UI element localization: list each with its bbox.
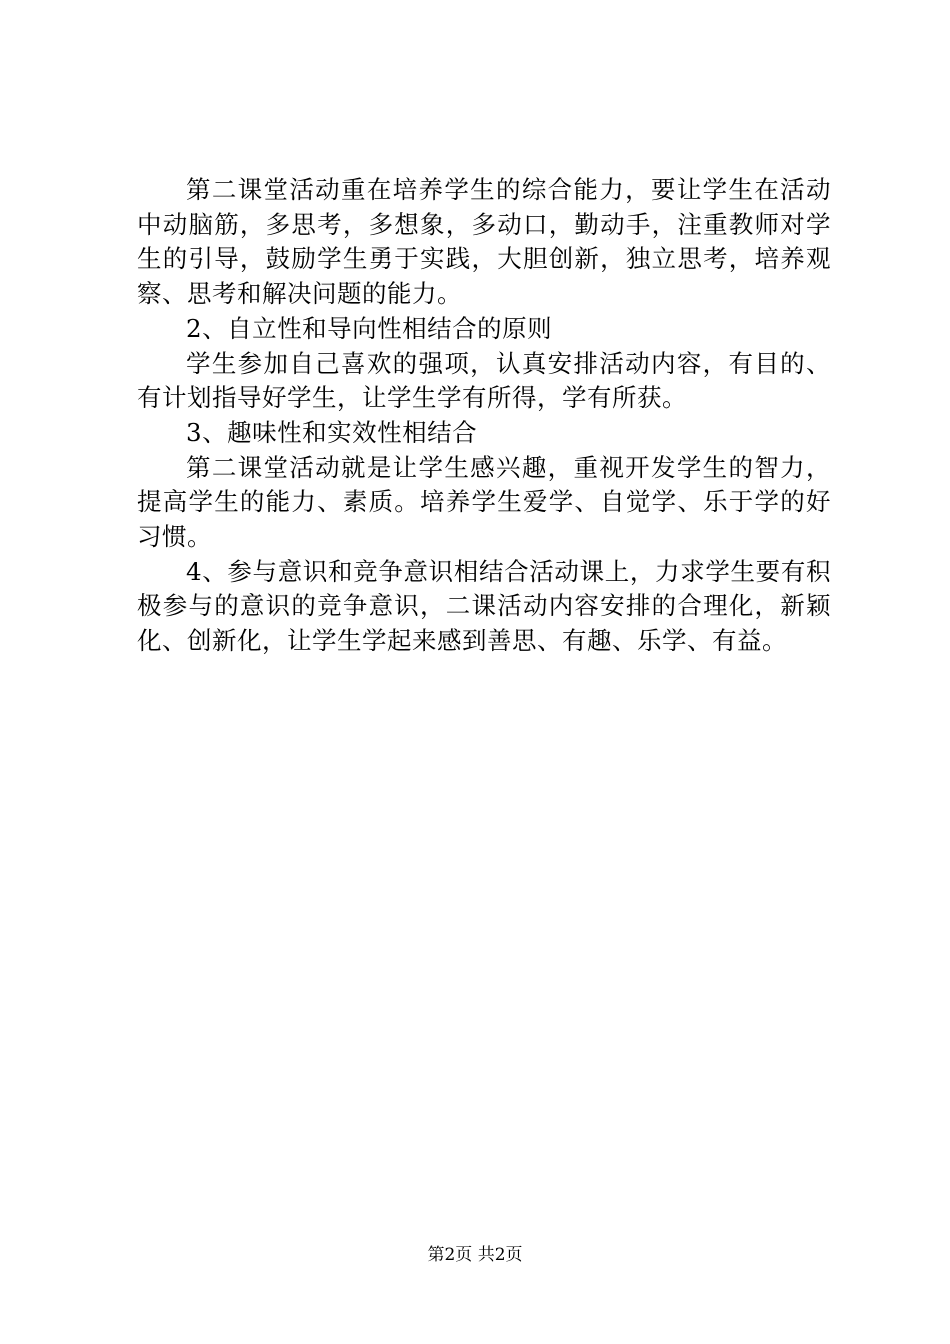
document-body [137,173,831,659]
page-footer: 第2页 共2页 [427,1245,523,1265]
paragraph-principle-3: 第二课堂活动就是让学生感兴趣，重视开发学生的智力，提高学生的能力、素质。培养学生爱学、自觉学、乐于学的好习惯。 [137,452,831,552]
paragraph-principle-4: 4、参与意识和竞争意识相结合活动课上，力求学生要有积极参与的意识的竞争意识，二课活动内容安排的合理化，新颖化、创新化，让学生学起来感到善思、有趣、乐学、有益。 [137,556,831,656]
heading-principle-3: 3、趣味性和实效性相结合 [186,417,478,447]
paragraph-principle-2: 学生参加自己喜欢的强项，认真安排活动内容，有目的、有计划指导好学生，让学生学有所得，学有所获。 [137,348,831,413]
heading-principle-2: 2、自立性和导向性相结合的原则 [186,313,553,343]
paragraph-intro: 第二课堂活动重在培养学生的综合能力，要让学生在活动中动脑筋，多思考，多想象，多动口，勤动手，注重教师对学生的引导，鼓励学生勇于实践，大胆创新，独立思考，培养观察、思考和解决问题的能力。 [137,175,831,309]
